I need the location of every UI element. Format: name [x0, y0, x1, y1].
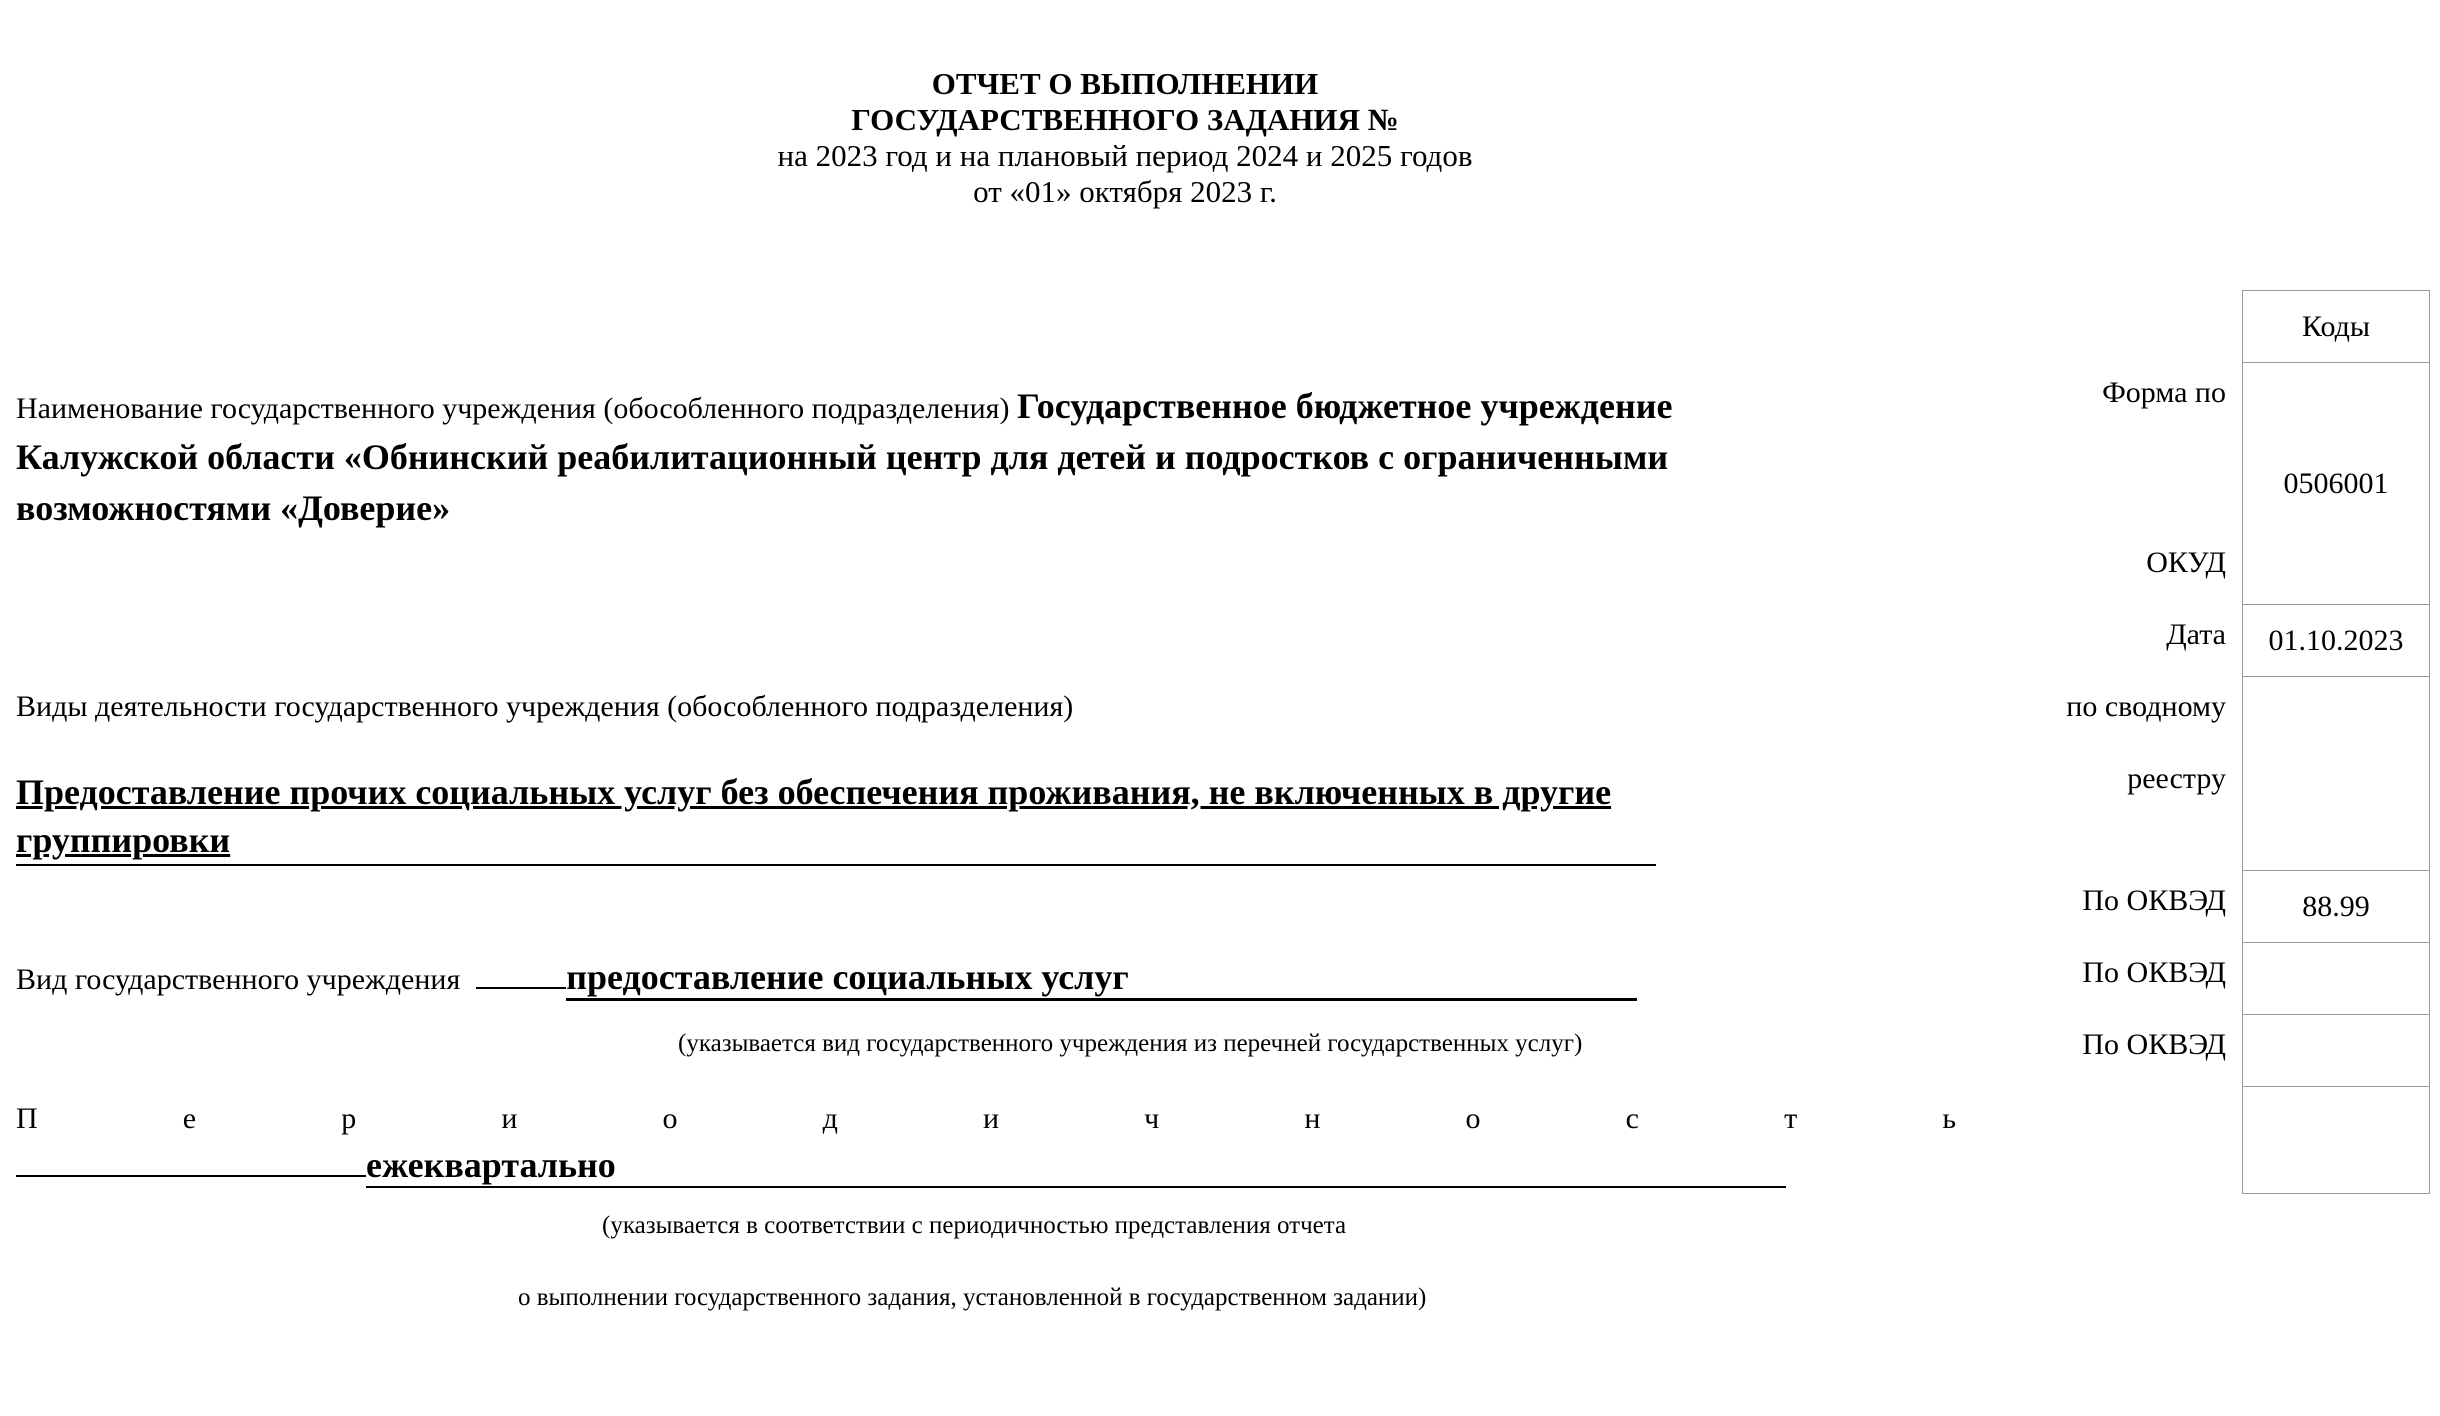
institution-type-value: предоставление социальных услуг [566, 957, 1129, 997]
periodicity-letter: ч [1144, 1102, 1160, 1135]
title-line-1: ОТЧЕТ О ВЫПОЛНЕНИИ [931, 66, 1319, 101]
institution-name-block [16, 382, 1816, 535]
registry-label-2: реестру [2127, 762, 2226, 795]
periodicity-note-1: (указывается в соответствии с периодичностью представления отчета [602, 1212, 1347, 1239]
activities-value-line-1: Предоставление прочих социальных услуг без обеспечения проживания, не включенных в другие [16, 772, 1612, 812]
periodicity-letter: т [1784, 1102, 1798, 1135]
periodicity-letter: о [1465, 1102, 1481, 1135]
date-cell [2242, 604, 2430, 677]
title-line-2: ГОСУДАРСТВЕННОГО ЗАДАНИЯ № [851, 102, 1399, 137]
institution-name-line-2: Калужской области «Обнинский реабилитационный центр для детей и подростков с ограниченными [16, 437, 1669, 477]
activities-value-block [16, 768, 1816, 866]
periodicity-value-underline [366, 1144, 1786, 1188]
institution-type-row [16, 956, 1637, 1001]
okud-label: ОКУД [2146, 546, 2226, 579]
activities-value-underline [16, 816, 1656, 866]
registry-label-1: по сводному [2066, 690, 2226, 723]
institution-type-value-underline [566, 956, 1636, 1001]
periodicity-code-cell [2242, 1086, 2430, 1194]
periodicity-label [16, 1102, 1956, 1136]
okud-code-value: 0506001 [2283, 467, 2389, 500]
periodicity-letter: и [501, 1102, 518, 1135]
periodicity-value: ежеквартально [366, 1145, 616, 1185]
activities-label: Виды деятельности государственного учреждения (обособленного подразделения) [16, 690, 1074, 723]
institution-type-label: Вид государственного учреждения [16, 963, 461, 996]
title-line-3: на 2023 год и на плановый период 2024 и 2025 годов [777, 138, 1473, 173]
date-value: 01.10.2023 [2268, 624, 2404, 657]
institution-type-note: (указывается вид государственного учреждения из перечней государственных услуг) [678, 1030, 1583, 1057]
registry-cell [2242, 676, 2430, 871]
okved-cell-3 [2242, 1014, 2430, 1087]
institution-name-line-1: Государственное бюджетное учреждение [1016, 386, 1673, 426]
periodicity-letter: р [341, 1102, 357, 1135]
date-label: Дата [2166, 618, 2226, 651]
codes-header [2242, 290, 2430, 363]
periodicity-letter: е [182, 1102, 197, 1135]
okved-label-3: По ОКВЭД [2082, 1028, 2226, 1061]
institution-label: Наименование государственного учреждения (обособленного подразделения) [16, 392, 1010, 425]
form-label: Форма по [2102, 376, 2226, 409]
periodicity-letter: д [822, 1102, 838, 1135]
periodicity-letter: ь [1942, 1102, 1956, 1135]
okud-code-cell [2242, 362, 2430, 605]
periodicity-row [16, 1144, 1786, 1188]
periodicity-underline-pre [16, 1175, 366, 1177]
periodicity-letter: с [1625, 1102, 1639, 1135]
codes-header-text: Коды [2301, 310, 2371, 343]
periodicity-letter: о [662, 1102, 678, 1135]
okved-cell-2 [2242, 942, 2430, 1015]
okved-cell-1 [2242, 870, 2430, 943]
activities-value-line-2: группировки [16, 820, 231, 860]
okved-label-1: По ОКВЭД [2082, 884, 2226, 917]
periodicity-letter: П [16, 1102, 38, 1135]
periodicity-note-2: о выполнении государственного задания, установленной в государственном задании) [518, 1284, 1427, 1311]
okved-label-2: По ОКВЭД [2082, 956, 2226, 989]
periodicity-letter: н [1304, 1102, 1321, 1135]
report-title [0, 66, 2250, 210]
title-line-4: от «01» октября 2023 г. [973, 174, 1277, 209]
institution-name-line-3: возможностями «Доверие» [16, 488, 451, 528]
periodicity-letter: и [982, 1102, 1000, 1135]
institution-type-underline-pre [476, 987, 566, 989]
okved-value-1: 88.99 [2302, 890, 2370, 923]
